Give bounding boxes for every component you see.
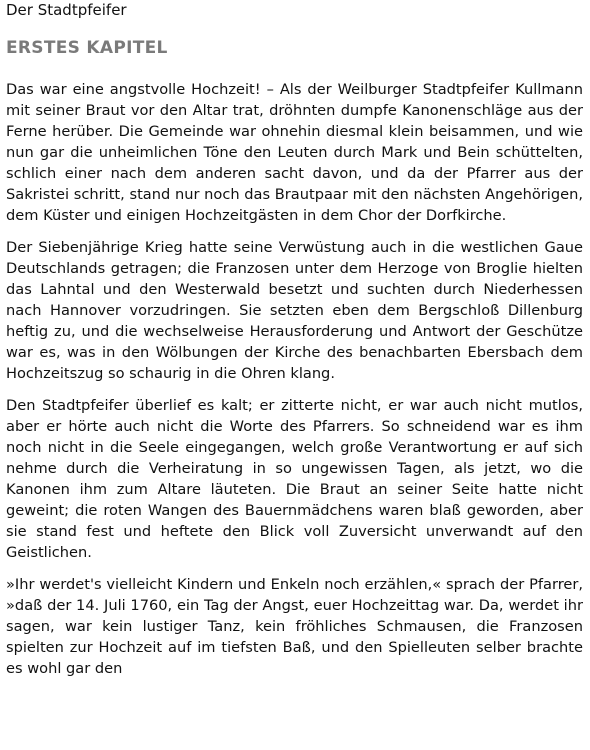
paragraph: »Ihr werdet's vielleicht Kindern und Enkeln noch erzählen,« sprach der Pfarrer, »daß der 14. Juli 1760, ein Tag der Angst, euer Hochzeittag war. Da, werdet ihr sagen, war kein lustiger Tanz, kein fröhliches Schmausen, die Franzosen spielten zur Hochzeit auf im tiefsten Baß, und den Spielleuten selber brachte es wohl gar den	[6, 576, 583, 677]
paragraph: Der Siebenjährige Krieg hatte seine Verwüstung auch in die westlichen Gaue Deutschlands getragen; die Franzosen unter dem Herzoge von Broglie hielten das Lahntal und den Westerwald besetzt und suchten durch Niederhessen nach Hannover vorzudringen. Sie setzten eben dem Bergschloß Dillenburg heftig zu, und die wechselweise Herausforderung und Antwort der Geschütze war es, was in den Wölbungen der Kirche des benachbarten Ebersbach dem Hochzeitszug so schaurig in die Ohren klang.	[6, 239, 583, 382]
paragraph: Den Stadtpfeifer überlief es kalt; er zitterte nicht, er war auch nicht mutlos, aber er hörte auch nicht die Worte des Pfarrers. So schneidend war es ihm noch nicht in die Seele eingegangen, welch große Verantwortung er auf sich nehme durch die Verheiratung in so ungewissen Tagen, als jetzt, wo die Kanonen ihm zum Altare läuteten. Die Braut an seiner Seite hatte nicht geweint; die roten Wangen des Bauernmädchens waren blaß geworden, aber sie stand fest und heftete den Blick voll Zuversicht unverwandt auf den Geistlichen.	[6, 397, 583, 561]
document-page	[6, 0, 583, 690]
book-title: Der Stadtpfeifer	[6, 1, 127, 19]
paragraph: Das war eine angstvolle Hochzeit! – Als der Weilburger Stadtpfeifer Kullmann mit seiner Braut vor den Altar trat, dröhnten dumpfe Kanonenschläge aus der Ferne herüber. Die Gemeinde war ohnehin diesmal klein beisammen, und wie nun gar die unheimlichen Töne den Leuten durch Mark und Bein schüttelten, schlich einer nach dem anderen sacht davon, und da der Pfarrer aus der Sakristei schritt, stand nur noch das Brautpaar mit den nächsten Angehörigen, dem Küster und einigen Hochzeitgästen in dem Chor der Dorfkirche.	[6, 81, 583, 224]
chapter-title: ERSTES KAPITEL	[6, 38, 168, 58]
chapter-body	[6, 79, 583, 679]
